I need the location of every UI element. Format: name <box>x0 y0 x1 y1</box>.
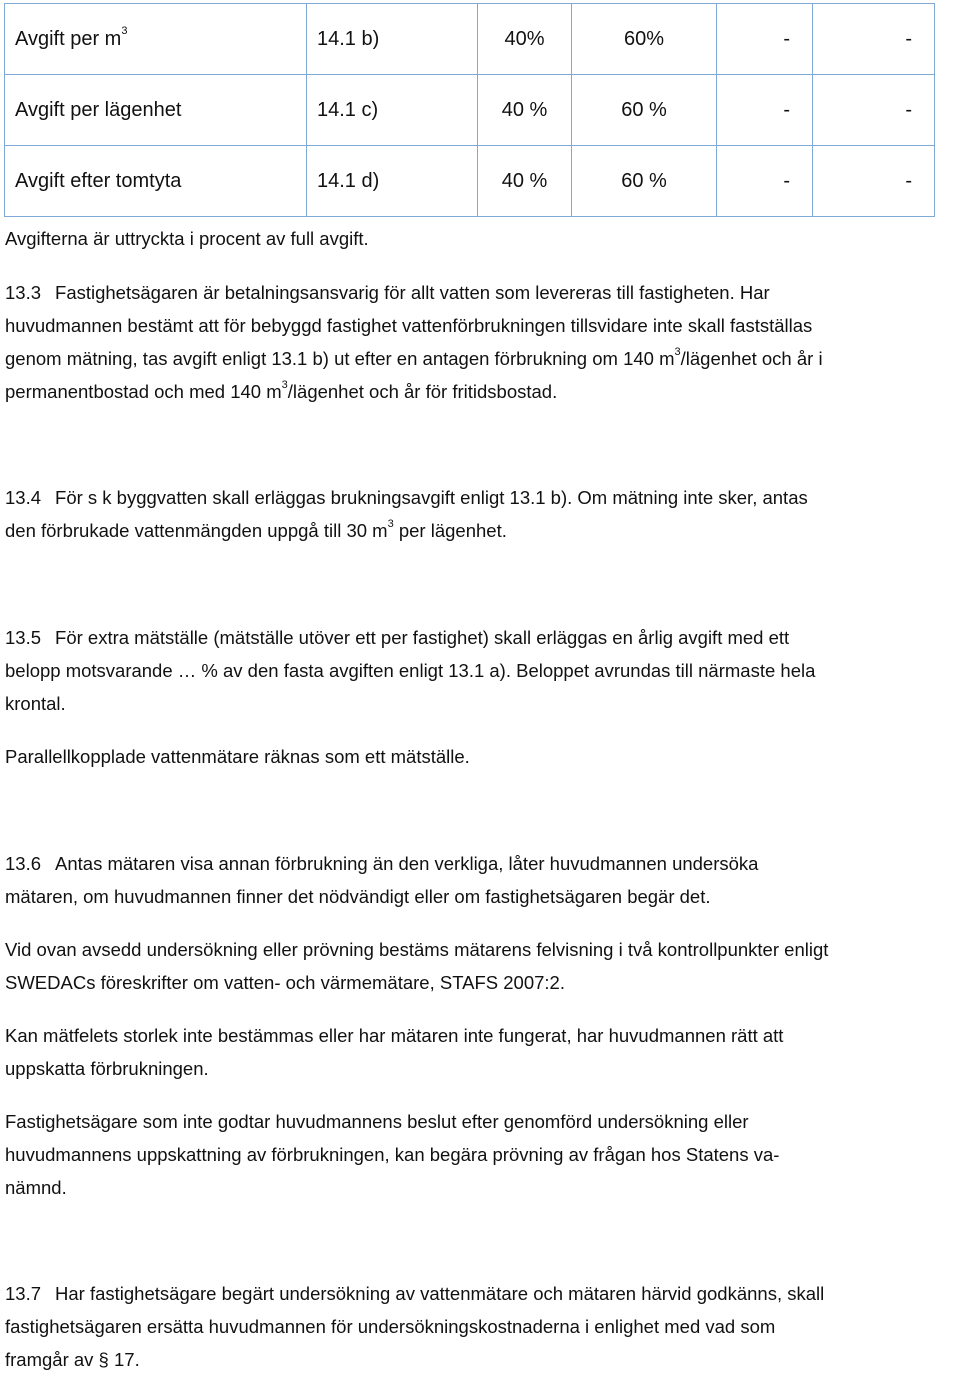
dash-cell: - <box>717 146 813 217</box>
paragraph-line: huvudmannen bestämt att för bebyggd fastighet vattenförbrukningen tillsvidare inte skall fastställas <box>5 315 813 336</box>
dash-cell: - <box>813 146 935 217</box>
dash-cell: - <box>717 75 813 146</box>
percent-cell: 40 % <box>478 75 572 146</box>
dash-cell: - <box>813 4 935 75</box>
paragraph-line: den förbrukade vattenmängden uppgå till 30 $m^3$ per lägenhet. <box>5 517 507 541</box>
percent-cell: 40 % <box>478 146 572 217</box>
paragraph-line: Antas mätaren visa annan förbrukning än den verkliga, låter huvudmannen undersöka <box>55 853 759 874</box>
dash-cell: - <box>717 4 813 75</box>
fee-table <box>4 3 935 217</box>
paragraph-line: belopp motsvarande … % av den fasta avgiften enligt 13.1 a). Beloppet avrundas till närmaste hela <box>5 660 816 681</box>
reference-cell: 14.1 b) <box>307 4 478 75</box>
reference-cell: 14.1 c) <box>307 75 478 146</box>
section-number: 13.6 <box>5 853 42 874</box>
paragraph-line: huvudmannens uppskattning av förbrukningen, kan begära prövning av frågan hos Statens va- <box>5 1144 780 1165</box>
fee-type-cell: Avgift per $m^3$ <box>5 4 307 75</box>
section-number: 13.7 <box>5 1283 42 1304</box>
paragraph-line: framgår av § 17. <box>5 1349 140 1370</box>
paragraph-line: uppskatta förbrukningen. <box>5 1058 209 1079</box>
paragraph-line: mätaren, om huvudmannen finner det nödvändigt eller om fastighetsägaren begär det. <box>5 886 711 907</box>
paragraph-line: Fastighetsägare som inte godtar huvudmannens beslut efter genomförd undersökning eller <box>5 1111 749 1132</box>
reference-cell: 14.1 d) <box>307 146 478 217</box>
percent-cell: 40% <box>478 4 572 75</box>
section-number: 13.4 <box>5 487 42 508</box>
table-row <box>5 146 935 217</box>
table-row <box>5 75 935 146</box>
paragraph-line: genom mätning, tas avgift enligt 13.1 b) ut efter en antagen förbrukning om 140 $m^3$/lägenhet och år i <box>5 345 823 369</box>
section-number: 13.5 <box>5 627 42 648</box>
paragraph-line: Har fastighetsägare begärt undersökning av vattenmätare och mätaren härvid godkänns, skall <box>55 1283 825 1304</box>
section-number: 13.3 <box>5 282 42 303</box>
fee-type-cell: Avgift per lägenhet <box>5 75 307 146</box>
paragraph-line: Vid ovan avsedd undersökning eller prövning bestäms mätarens felvisning i två kontrollpunkter enligt <box>5 939 829 960</box>
dash-cell: - <box>813 75 935 146</box>
percent-cell: 60 % <box>572 75 717 146</box>
paragraph-line: krontal. <box>5 693 66 714</box>
paragraph-line: För s k byggvatten skall erläggas brukningsavgift enligt 13.1 b). Om mätning inte sker, antas <box>55 487 808 508</box>
paragraph-line: nämnd. <box>5 1177 67 1198</box>
paragraph-line: Kan mätfelets storlek inte bestämmas eller har mätaren inte fungerat, har huvudmannen rätt att <box>5 1025 784 1046</box>
paragraph-line: För extra mätställe (mätställe utöver ett per fastighet) skall erläggas en årlig avgift med ett <box>55 627 790 648</box>
paragraph-line: fastighetsägaren ersätta huvudmannen för undersökningskostnaderna i enlighet med vad som <box>5 1316 776 1337</box>
table-row <box>5 4 935 75</box>
paragraph-line: Fastighetsägaren är betalningsansvarig för allt vatten som levereras till fastigheten. Har <box>55 282 770 303</box>
percent-cell: 60 % <box>572 146 717 217</box>
fee-type-cell: Avgift efter tomtyta <box>5 146 307 217</box>
paragraph-line: permanentbostad och med 140 $m^3$/lägenhet och år för fritidsbostad. <box>5 378 558 402</box>
paragraph-line: Parallellkopplade vattenmätare räknas som ett mätställe. <box>5 746 470 767</box>
paragraph-line: SWEDACs föreskrifter om vatten- och värmemätare, STAFS 2007:2. <box>5 972 565 993</box>
table-note: Avgifterna är uttryckta i procent av full avgift. <box>5 228 369 249</box>
percent-cell: 60% <box>572 4 717 75</box>
